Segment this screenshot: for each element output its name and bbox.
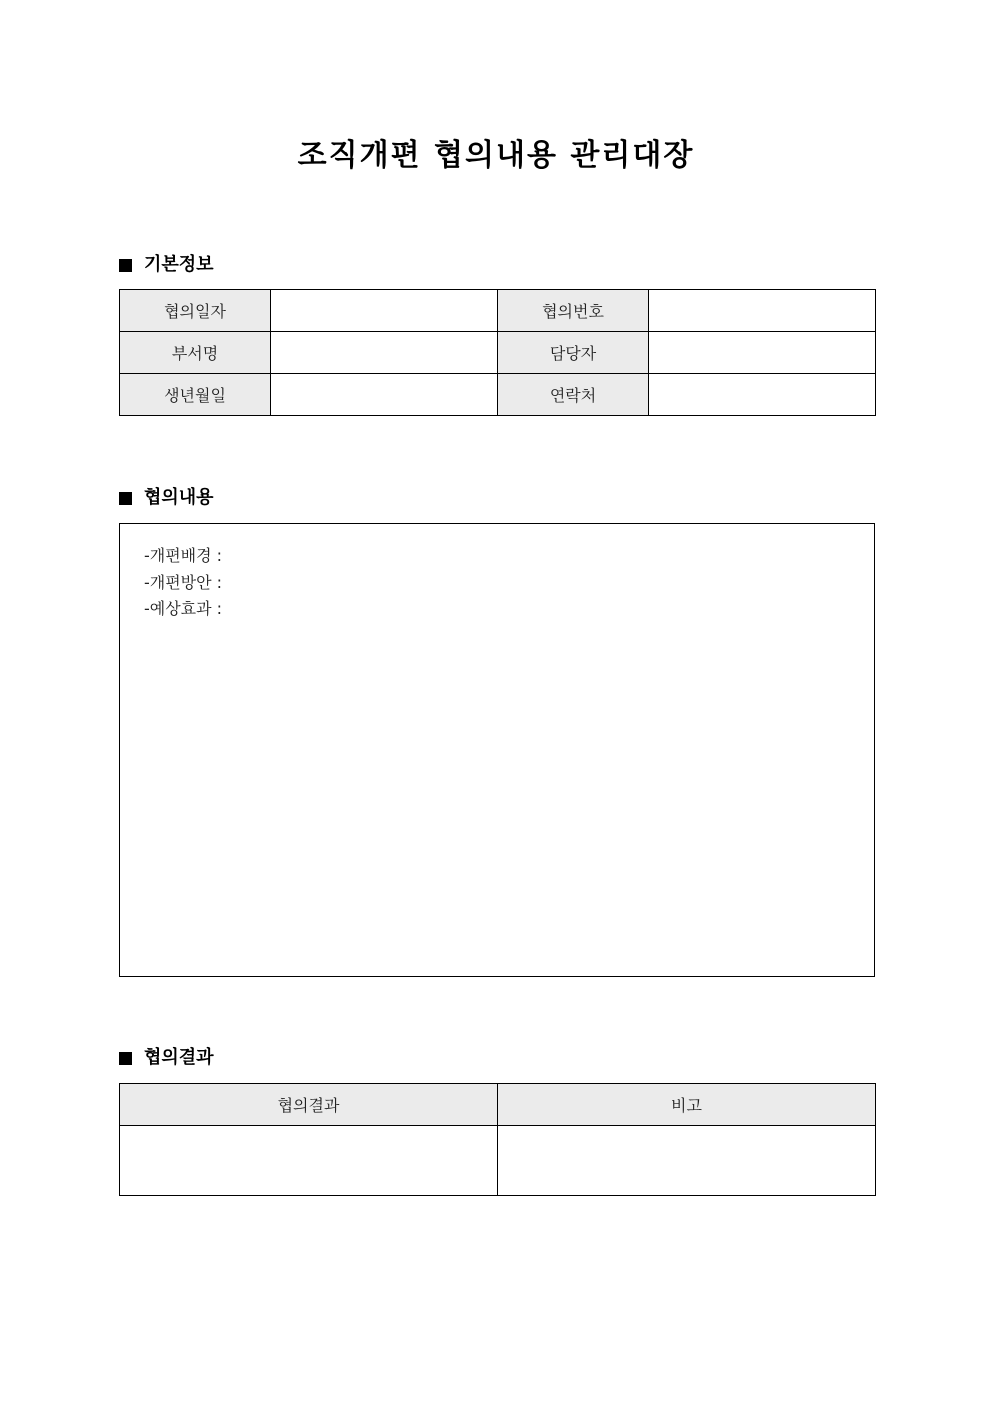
table-header-row [120,1084,876,1126]
black-square-icon [119,492,132,505]
section-heading-basic-info [119,253,214,277]
consultation-lines [144,543,222,623]
result-field[interactable] [120,1126,498,1196]
table-row [120,374,876,416]
table-row [120,1126,876,1196]
consultation-content-box[interactable] [119,523,875,977]
table-row [120,332,876,374]
birthdate-field[interactable] [271,374,498,416]
consult-date-field[interactable] [271,290,498,332]
manager-field[interactable] [649,332,876,374]
table-label: 연락처 [498,374,649,416]
black-square-icon [119,1052,132,1065]
section-title: 기본정보 [144,254,214,275]
table-label: 부서명 [120,332,271,374]
remarks-field[interactable] [498,1126,876,1196]
section-title: 협의결과 [144,1047,214,1068]
column-header: 비고 [498,1084,876,1126]
list-item: -개편배경 : [144,546,223,565]
contact-field[interactable] [649,374,876,416]
table-row [120,290,876,332]
list-item: -예상효과 : [144,599,223,618]
list-item: -개편방안 : [144,572,223,592]
section-heading-consultation [119,486,214,510]
table-label: 협의번호 [498,290,649,332]
table-label: 담당자 [498,332,649,374]
section-heading-result [119,1046,214,1070]
basic-info-table [119,289,876,416]
table-label: 생년월일 [120,374,271,416]
result-table [119,1083,876,1196]
column-header: 협의결과 [120,1084,498,1126]
section-title: 협의내용 [144,487,214,508]
consult-number-field[interactable] [649,290,876,332]
page-title: 조직개편 협의내용 관리대장 [297,138,695,173]
table-label: 협의일자 [120,290,271,332]
department-field[interactable] [271,332,498,374]
black-square-icon [119,259,132,272]
